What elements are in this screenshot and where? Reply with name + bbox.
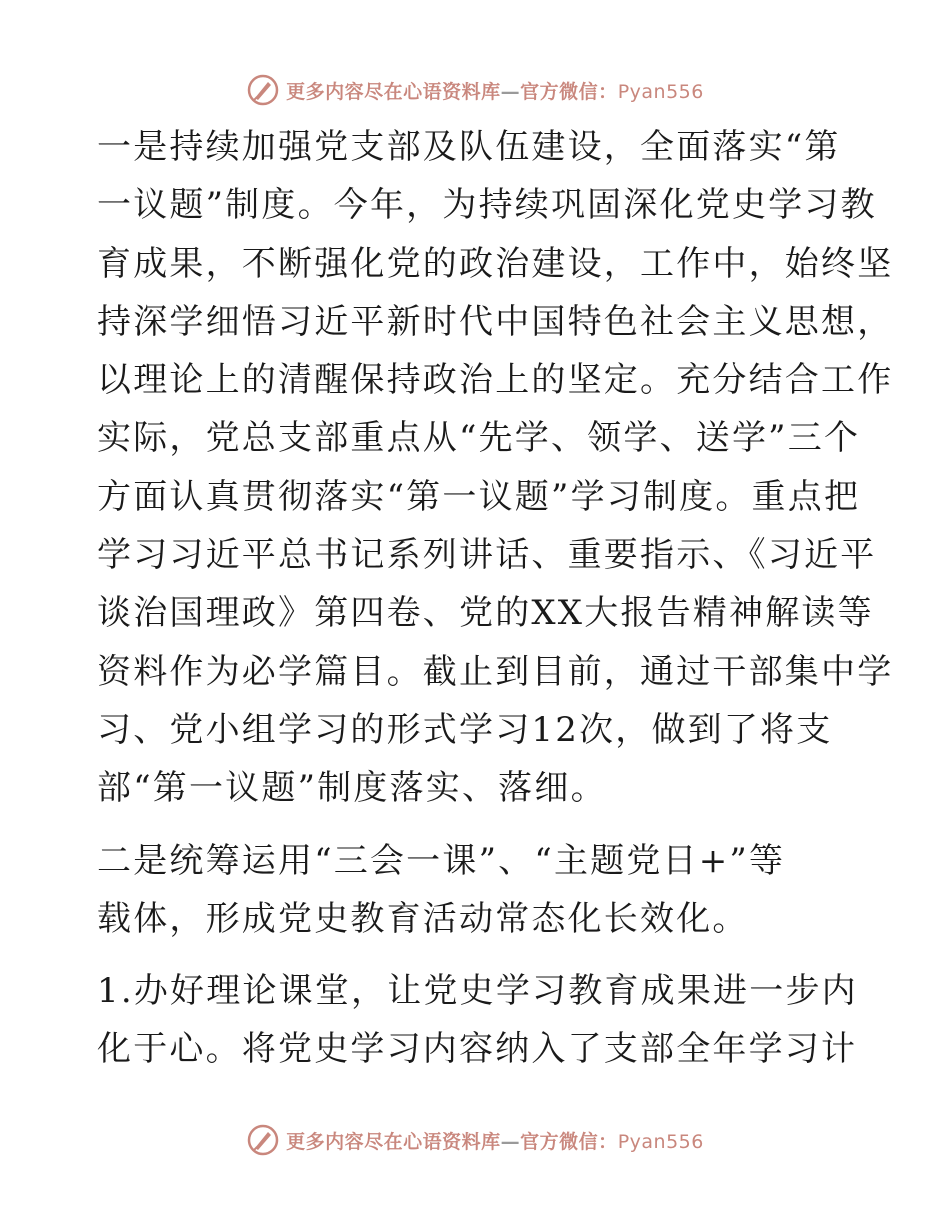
banner-wechat-id: Pyan556 xyxy=(617,1130,704,1153)
banner-text xyxy=(286,77,704,104)
quill-pen-logo-icon xyxy=(246,73,280,107)
banner-wechat-id: Pyan556 xyxy=(617,80,704,103)
text-line: 载体，形成党史教育活动常态化长效化。 xyxy=(97,898,749,939)
text-line: 育成果，不断强化党的政治建设，工作中，始终坚 xyxy=(97,243,894,284)
text-line: 化于心。将党史学习内容纳入了支部全年学习计 xyxy=(97,1029,858,1070)
quill-pen-logo-icon xyxy=(246,1123,280,1157)
paragraph-3 xyxy=(97,962,857,1079)
banner-main-text: 更多内容尽在心语资料库 xyxy=(286,1130,501,1153)
text-line: 持深学细悟习近平新时代中国特色社会主义思想， xyxy=(97,301,894,342)
footer-banner xyxy=(0,1118,950,1162)
paragraph-2 xyxy=(97,832,857,949)
banner-separator: — xyxy=(500,80,521,103)
text-line: 以理论上的清醒保持政治上的坚定。充分结合工作 xyxy=(97,360,894,401)
text-line: 一议题”制度。今年，为持续巩固深化党史学习教 xyxy=(97,185,877,226)
text-line: 二是统筹运用“三会一课”、“主题党日+”等 xyxy=(97,840,786,881)
text-line: 实际，党总支部重点从“先学、领学、送学”三个 xyxy=(97,418,861,459)
banner-contact-label: 官方微信： xyxy=(520,80,618,103)
document-body xyxy=(97,118,894,1079)
banner-text xyxy=(286,1127,704,1154)
text-line: 资料作为必学篇目。截止到目前，通过干部集中学 xyxy=(97,651,894,692)
text-line: 习、党小组学习的形式学习12次，做到了将支 xyxy=(97,709,833,750)
text-line: 方面认真贯彻落实“第一议题”学习制度。重点把 xyxy=(97,476,861,517)
text-line: 部“第一议题”制度落实、落细。 xyxy=(97,768,607,809)
header-banner xyxy=(0,68,950,112)
banner-main-text: 更多内容尽在心语资料库 xyxy=(286,80,501,103)
text-line: 一是持续加强党支部及队伍建设，全面落实“第 xyxy=(97,127,841,167)
text-line: 学习习近平总书记系列讲话、重要指示、《习近平 xyxy=(97,535,877,576)
banner-separator: — xyxy=(500,1130,521,1153)
banner-contact-label: 官方微信： xyxy=(520,1130,618,1153)
text-line: 1.办好理论课堂，让党史学习教育成果进一步内 xyxy=(97,971,858,1012)
paragraph-1 xyxy=(97,118,894,818)
text-line: 谈治国理政》第四卷、党的XX大报告精神解读等 xyxy=(97,593,874,634)
